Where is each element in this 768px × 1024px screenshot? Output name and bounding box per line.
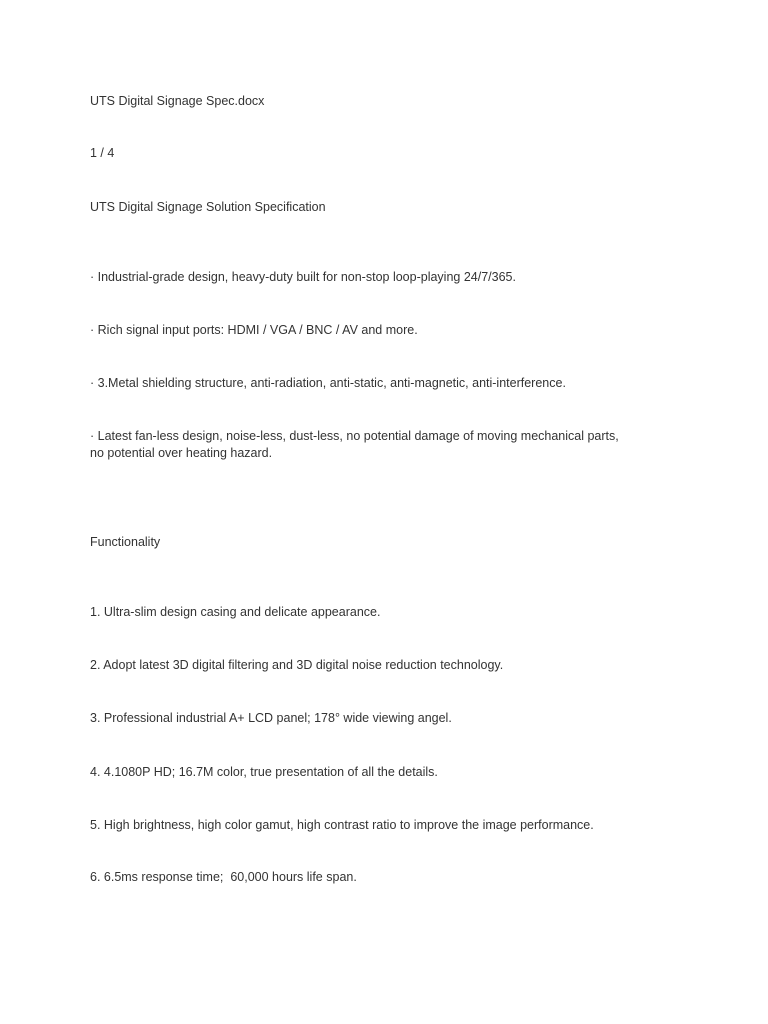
functionality-item: 5. High brightness, high color gamut, high contrast ratio to improve the image performance. <box>90 818 594 832</box>
functionality-item: 2. Adopt latest 3D digital filtering and 3D digital noise reduction technology. <box>90 658 504 672</box>
functionality-item: 1. Ultra-slim design casing and delicate appearance. <box>90 605 381 619</box>
feature-line: no potential over heating hazard. <box>90 446 273 460</box>
section-heading: Functionality <box>90 535 161 549</box>
feature-line: · Latest fan-less design, noise-less, dust-less, no potential damage of moving mechanical parts, <box>90 429 619 443</box>
functionality-item: 6. 6.5ms response time; 60,000 hours life span. <box>90 870 357 884</box>
feature-item: · Industrial-grade design, heavy-duty built for non-stop loop-playing 24/7/365. <box>90 270 516 284</box>
feature-item-multiline <box>90 428 690 462</box>
document-filename: UTS Digital Signage Spec.docx <box>90 94 265 108</box>
page-indicator: 1 / 4 <box>90 146 115 160</box>
feature-item: · Rich signal input ports: HDMI / VGA / BNC / AV and more. <box>90 323 418 337</box>
functionality-item: 4. 4.1080P HD; 16.7M color, true presentation of all the details. <box>90 765 438 779</box>
feature-item: · 3.Metal shielding structure, anti-radiation, anti-static, anti-magnetic, anti-interference. <box>90 376 566 390</box>
functionality-item: 3. Professional industrial A+ LCD panel; 178° wide viewing angel. <box>90 711 452 725</box>
document-title: UTS Digital Signage Solution Specification <box>90 200 326 214</box>
